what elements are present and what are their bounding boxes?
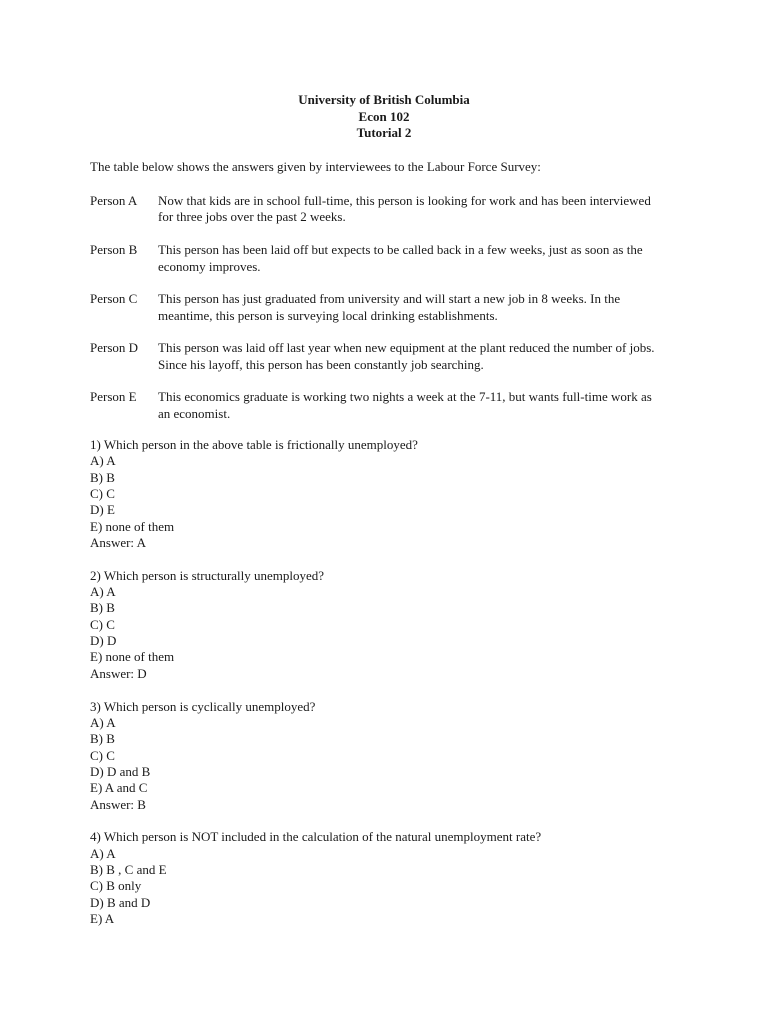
question-list [90,437,690,944]
person-description-line: This economics graduate is working two nights a week at the 7-11, but wants full-time work as [158,389,652,405]
person-row [90,291,690,324]
question-block [90,568,690,682]
tutorial-title: Tutorial 2 [356,125,412,140]
person-name: Person C [90,291,138,307]
person-description [158,389,690,422]
answer-option: B) B [90,469,115,485]
person-description-line: for three jobs over the past 2 weeks. [158,209,346,225]
person-row [90,242,690,275]
answer-option: E) none of them [90,518,175,534]
university-title: University of British Columbia [298,92,470,107]
question-block [90,437,690,551]
person-row [90,193,690,226]
person-description [158,340,690,373]
answer-option: B) B [90,600,115,616]
answer-option: C) B only [90,878,142,894]
answer-option: E) none of them [90,649,175,665]
person-name: Person E [90,389,137,405]
person-description [158,242,690,275]
answer-option: C) C [90,486,115,502]
answer-option: A) A [90,845,116,861]
course-title: Econ 102 [358,108,410,124]
question-text: 3) Which person is cyclically unemployed? [90,698,316,714]
person-description-line: Since his layoff, this person has been constantly job searching. [158,356,484,372]
answer-option: E) A and C [90,780,148,796]
answer-option: B) B [90,731,115,747]
answer-option: A) A [90,584,116,600]
person-row [90,340,690,373]
question-block [90,699,690,813]
answer-key: Answer: A [90,535,146,551]
person-description-line: This person has just graduated from university and will start a new job in 8 weeks. In the [158,291,621,307]
person-name: Person B [90,242,138,258]
person-row [90,389,690,422]
intro-text: The table below shows the answers given by interviewees to the Labour Force Survey: [90,159,541,174]
answer-key: Answer: D [90,665,147,681]
person-name: Person A [90,193,138,208]
question-text: 1) Which person in the above table is frictionally unemployed? [90,437,418,452]
answer-option: A) A [90,453,116,469]
answer-option: D) B and D [90,894,151,910]
person-description-line: economy improves. [158,258,261,274]
answer-key: Answer: B [90,796,146,812]
person-description-line: This person has been laid off but expects to be called back in a few weeks, just as soon as the [158,242,643,258]
answer-option: E) A [90,910,115,926]
document-header [0,92,768,142]
person-description [158,291,690,324]
answer-option: D) E [90,502,115,518]
answer-option: D) D and B [90,763,151,779]
person-description-line: Now that kids are in school full-time, this person is looking for work and has been interviewed [158,193,651,208]
question-text: 2) Which person is structurally unemployed? [90,567,325,583]
answer-option: C) C [90,616,115,632]
person-description-line: an economist. [158,405,231,421]
person-description-line: This person was laid off last year when new equipment at the plant reduced the number of jobs. [158,340,655,356]
answer-option: C) C [90,747,115,763]
answer-option: B) B , C and E [90,861,167,877]
person-name: Person D [90,340,139,356]
person-description [158,193,690,226]
person-description-line: meantime, this person is surveying local drinking establishments. [158,307,498,323]
answer-option: A) A [90,714,116,730]
person-table [90,193,690,439]
answer-option: D) D [90,633,117,649]
question-text: 4) Which person is NOT included in the calculation of the natural unemployment rate? [90,829,542,845]
question-block [90,829,690,927]
